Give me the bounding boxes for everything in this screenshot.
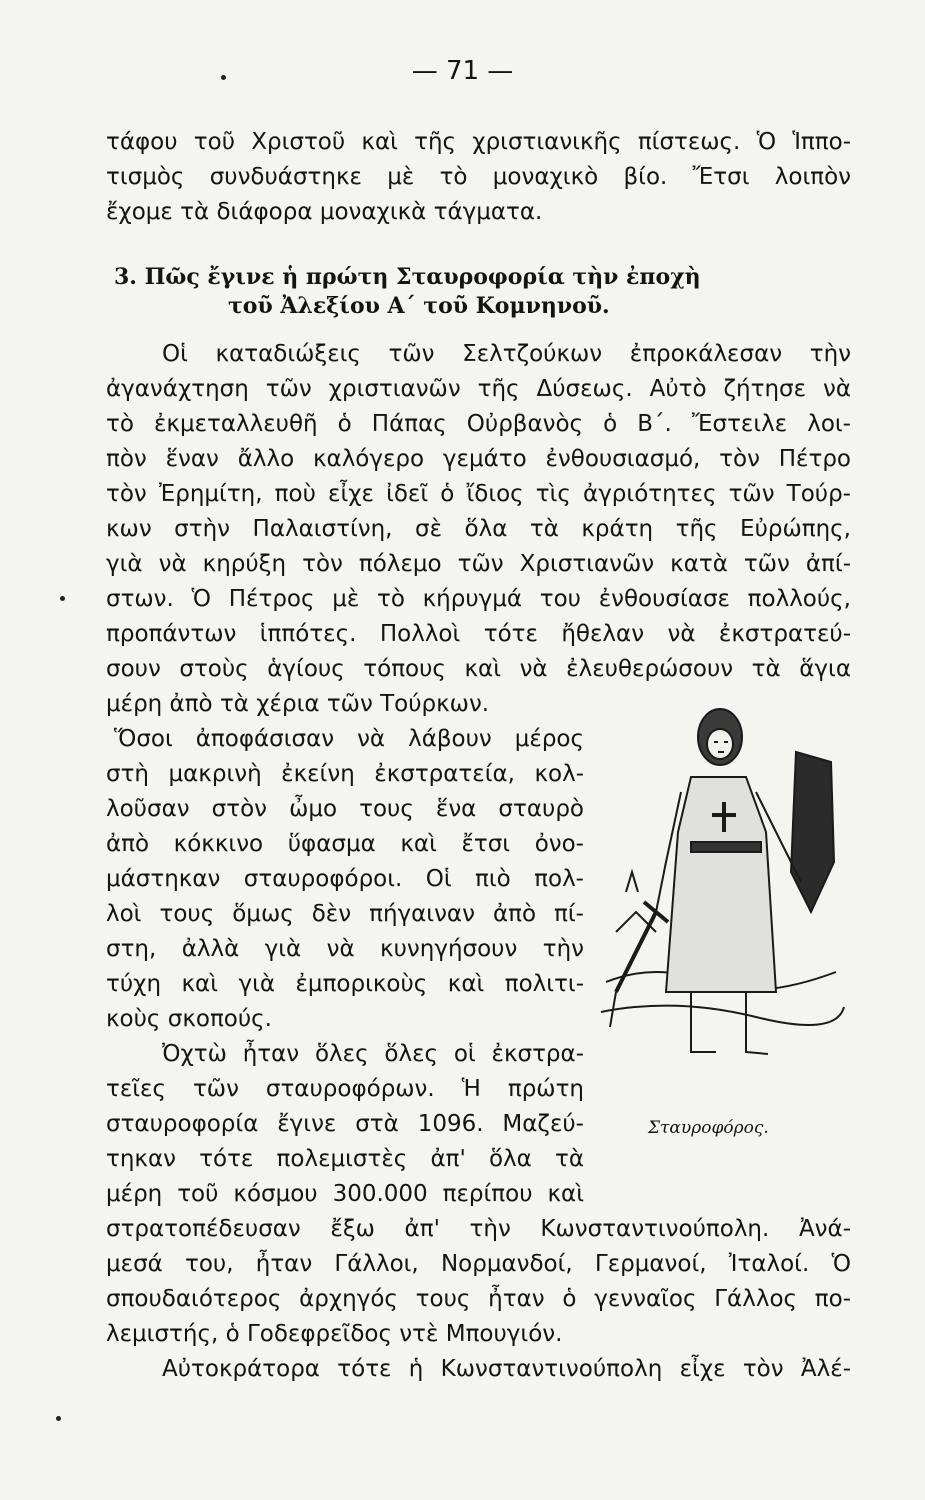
text-line: τηκαν τότε πολεμιστὲς ἀπ' ὅλα τὰ bbox=[106, 1146, 584, 1172]
text-line: γιὰ νὰ κηρύξη τὸν πόλεμο τῶν Χριστιανῶν κατὰ τῶν ἀπί- bbox=[106, 551, 851, 577]
text-line: ἔχομε τὰ διάφορα μοναχικὰ τάγματα. bbox=[106, 199, 543, 225]
text-line: μέρη ἀπὸ τὰ χέρια τῶν Τούρκων. bbox=[106, 691, 490, 717]
print-speck bbox=[60, 596, 65, 601]
text-line: στὴ μακρινὴ ἐκείνη ἐκστρατεία, κολ- bbox=[106, 761, 584, 787]
text-line: μεσά του, ἦταν Γάλλοι, Νορμανδοί, Γερμανοί, Ἰταλοί. Ὁ bbox=[106, 1251, 851, 1277]
text-line: προπάντων ἱππότες. Πολλοὶ τότε ἤθελαν νὰ ἐκστρατεύ- bbox=[106, 621, 851, 647]
text-line: σταυροφορία ἔγινε στὰ 1096. Μαζεύ- bbox=[106, 1111, 584, 1137]
text-line: στρατοπέδευσαν ἔξω ἀπ' τὴν Κωνσταντινούπολη. Ἀνά- bbox=[106, 1216, 851, 1242]
page-number: — 71 — bbox=[411, 56, 514, 86]
text-line: τισμὸς συνδυάστηκε μὲ τὸ μοναχικὸ βίο. Ἔτσι λοιπὸν bbox=[106, 164, 851, 190]
text-line: τὸν Ἐρημίτη, ποὺ εἶχε ἰδεῖ ὁ ἴδιος τὶς ἀγριότητες τῶν Τούρ- bbox=[106, 481, 851, 507]
print-speck bbox=[221, 75, 226, 80]
text-line: τάφου τοῦ Χριστοῦ καὶ τῆς χριστιανικῆς πίστεως. Ὁ Ἱππο- bbox=[106, 129, 851, 155]
text-line: τὸ ἐκμεταλλευθῆ ὁ Πάπας Οὐρβανὸς ὁ Β΄. Ἔστειλε λοι- bbox=[106, 411, 851, 437]
section-heading: τοῦ Ἀλεξίου Α΄ τοῦ Κομνηνοῦ. bbox=[228, 293, 610, 319]
text-line: τεῖες τῶν σταυροφόρων. Ἡ πρώτη bbox=[106, 1076, 584, 1102]
text-line: στων. Ὁ Πέτρος μὲ τὸ κήρυγμά του ἐνθουσίασε πολλούς, bbox=[106, 586, 851, 612]
text-line: κων στὴν Παλαιστίνη, σὲ ὅλα τὰ κράτη τῆς Εὐρώπης, bbox=[106, 516, 851, 542]
text-line: κοὺς σκοπούς. bbox=[106, 1006, 272, 1032]
section-heading: 3. Πῶς ἔγινε ἡ πρώτη Σταυροφορία τὴν ἐποχὴ bbox=[114, 264, 701, 290]
text-line: μάστηκαν σταυροφόροι. Οἱ πιὸ πολ- bbox=[106, 866, 584, 892]
text-line: πὸν ἕναν ἄλλο καλόγερο γεμάτο ἐνθουσιασμό, τὸν Πέτρο bbox=[106, 446, 851, 472]
text-line: λοὶ τους ὅμως δὲν πήγαιναν ἀπὸ πί- bbox=[106, 901, 584, 927]
text-line: στη, ἀλλὰ γιὰ νὰ κυνηγήσουν τὴν bbox=[106, 936, 584, 962]
text-line: λοῦσαν στὸν ὦμο τους ἕνα σταυρὸ bbox=[106, 796, 584, 822]
text-line: ἀπὸ κόκκινο ὕφασμα καὶ ἔτσι ὀνο- bbox=[106, 831, 584, 857]
crusader-illustration bbox=[596, 682, 846, 1102]
text-line: σπουδαιότερος ἀρχηγός τους ἦταν ὁ γενναῖος Γάλλος πο- bbox=[106, 1286, 851, 1312]
text-line: μέρη τοῦ κόσμου 300.000 περίπου καὶ bbox=[106, 1181, 584, 1207]
text-line: τύχη καὶ γιὰ ἐμπορικοὺς καὶ πολιτι- bbox=[106, 971, 584, 997]
text-line: Ὅσοι ἀποφάσισαν νὰ λάβουν μέρος bbox=[114, 726, 584, 752]
text-line: Οἱ καταδιώξεις τῶν Σελτζούκων ἐπροκάλεσαν τὴν bbox=[162, 341, 851, 367]
text-line: σουν στοὺς ἁγίους τόπους καὶ νὰ ἐλευθερώσουν τὰ ἅγια bbox=[106, 656, 851, 682]
text-line: Ὀχτὼ ἦταν ὅλες ὅλες οἱ ἐκστρα- bbox=[162, 1041, 584, 1067]
text-line: ἀγανάχτηση τῶν χριστιανῶν τῆς Δύσεως. Αὐτὸ ζήτησε νὰ bbox=[106, 376, 851, 402]
figure-caption: Σταυροφόρος. bbox=[648, 1118, 769, 1138]
text-line: λεμιστής, ὁ Γοδεφρεῖδος ντὲ Μπουγιόν. bbox=[106, 1321, 563, 1347]
print-speck bbox=[56, 1416, 61, 1421]
text-line: Αὐτοκράτορα τότε ἡ Κωνσταντινούπολη εἶχε τὸν Ἀλέ- bbox=[162, 1356, 851, 1382]
